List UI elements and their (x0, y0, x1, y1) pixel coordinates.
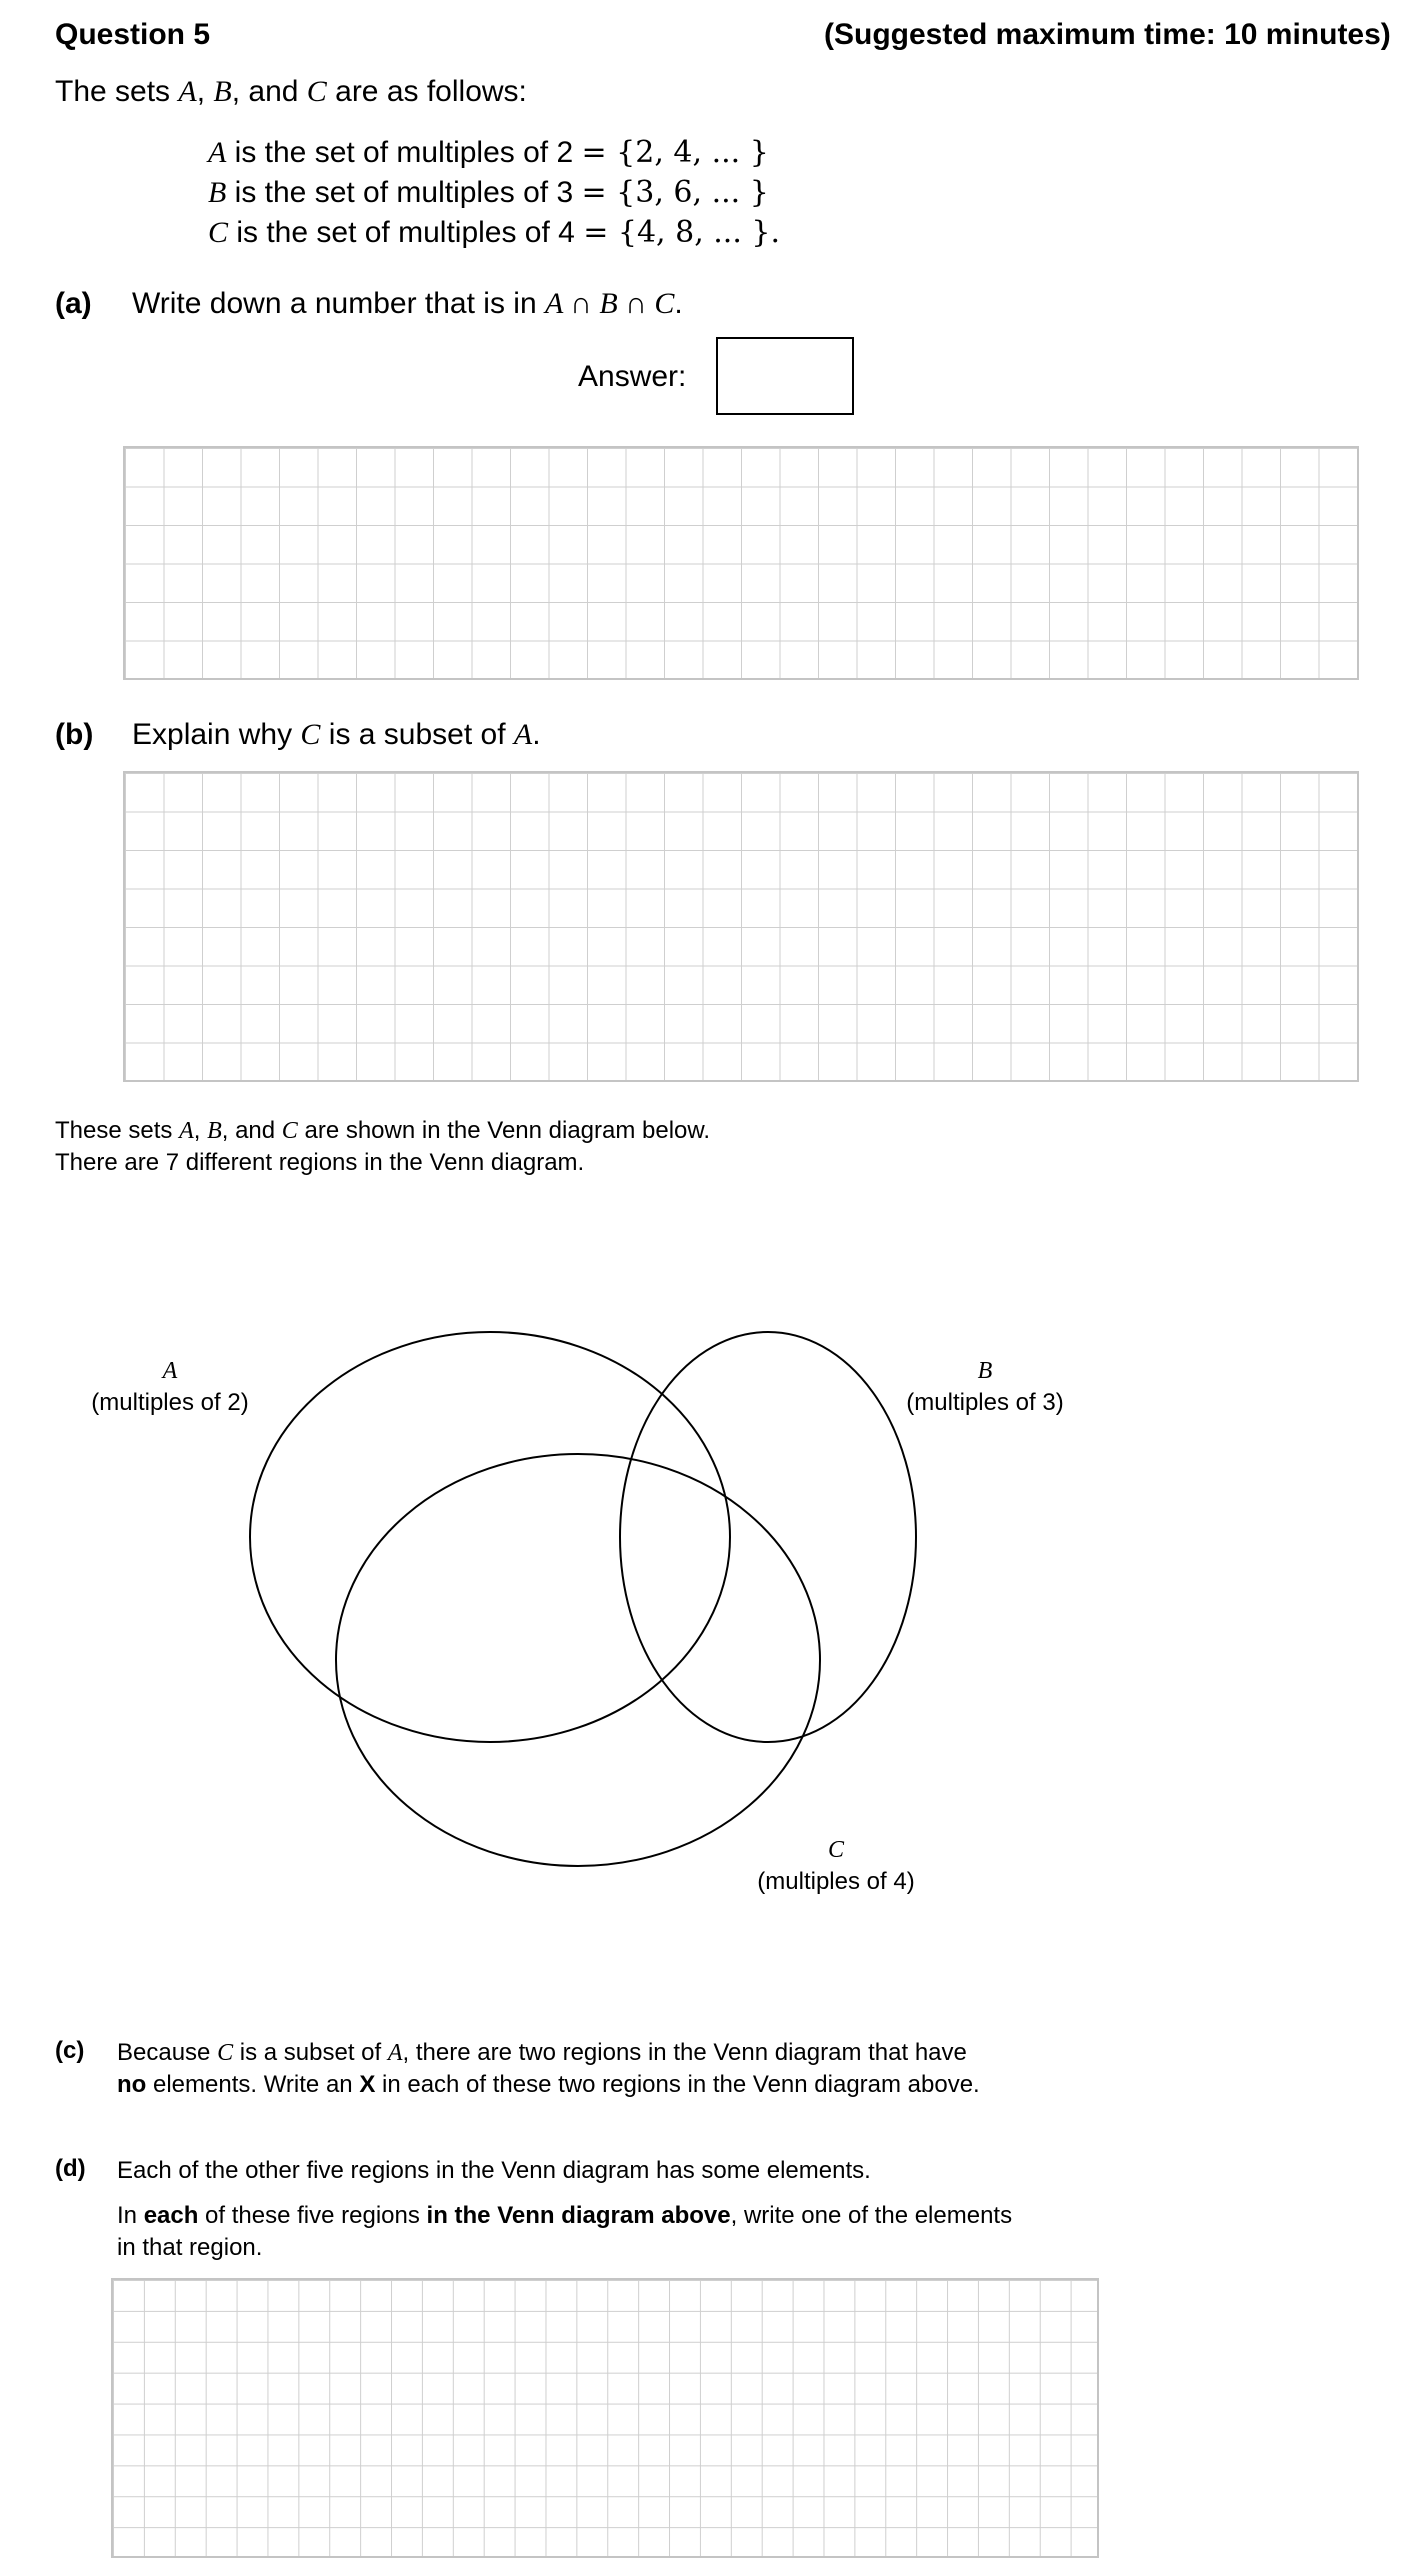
venn-label-c (756, 1834, 916, 1898)
part-c-label: (c) (55, 2037, 85, 2064)
part-d-text (117, 2200, 1012, 2264)
part-d-line1: Each of the other five regions in the Venn diagram has some elements. (117, 2157, 871, 2184)
part-b-question: Explain why C is a subset of A. (132, 718, 541, 751)
part-c-line1: Because C is a subset of A, there are two regions in the Venn diagram that have (117, 2039, 967, 2066)
part-a-label: (a) (55, 287, 92, 320)
part-c-line2: no elements. Write an X in each of these two regions in the Venn diagram above. (117, 2071, 980, 2098)
suggested-time: (Suggested maximum time: 10 minutes) (824, 18, 1391, 51)
part-d-line3: in that region. (117, 2234, 263, 2261)
part-d-label: (d) (55, 2155, 86, 2182)
part-d-line2: In each of these five regions in the Venn diagram above, write one of the elements (117, 2202, 1013, 2229)
part-c-text (117, 2037, 980, 2101)
definition-a: A is the set of multiples of 2 = {2, 4, ... } (208, 135, 769, 170)
part-b-label: (b) (55, 718, 94, 751)
venn-label-c-desc: (multiples of 4) (757, 1868, 915, 1895)
answer-label: Answer: (578, 360, 687, 393)
intro-text: The sets A, B, and C are as follows: (55, 75, 527, 108)
venn-label-a-desc: (multiples of 2) (91, 1389, 249, 1416)
venn-label-b (905, 1355, 1065, 1419)
venn-intro-line2: There are 7 different regions in the Venn diagram. (55, 1149, 585, 1176)
venn-label-b-name: B (977, 1358, 993, 1384)
venn-label-a-name: A (162, 1358, 178, 1384)
part-d-working-grid[interactable] (111, 2278, 1099, 2558)
venn-label-b-desc: (multiples of 3) (906, 1389, 1064, 1416)
definition-c: C is the set of multiples of 4 = {4, 8, ... }. (208, 215, 781, 250)
venn-label-a (90, 1355, 250, 1419)
part-a-question: Write down a number that is in A ∩ B ∩ C. (132, 287, 683, 320)
question-title: Question 5 (55, 18, 211, 51)
venn-label-c-name: C (827, 1837, 844, 1863)
venn-intro-line1: These sets A, B, and C are shown in the Venn diagram below. (55, 1117, 711, 1144)
definition-b: B is the set of multiples of 3 = {3, 6, ... } (208, 175, 769, 210)
